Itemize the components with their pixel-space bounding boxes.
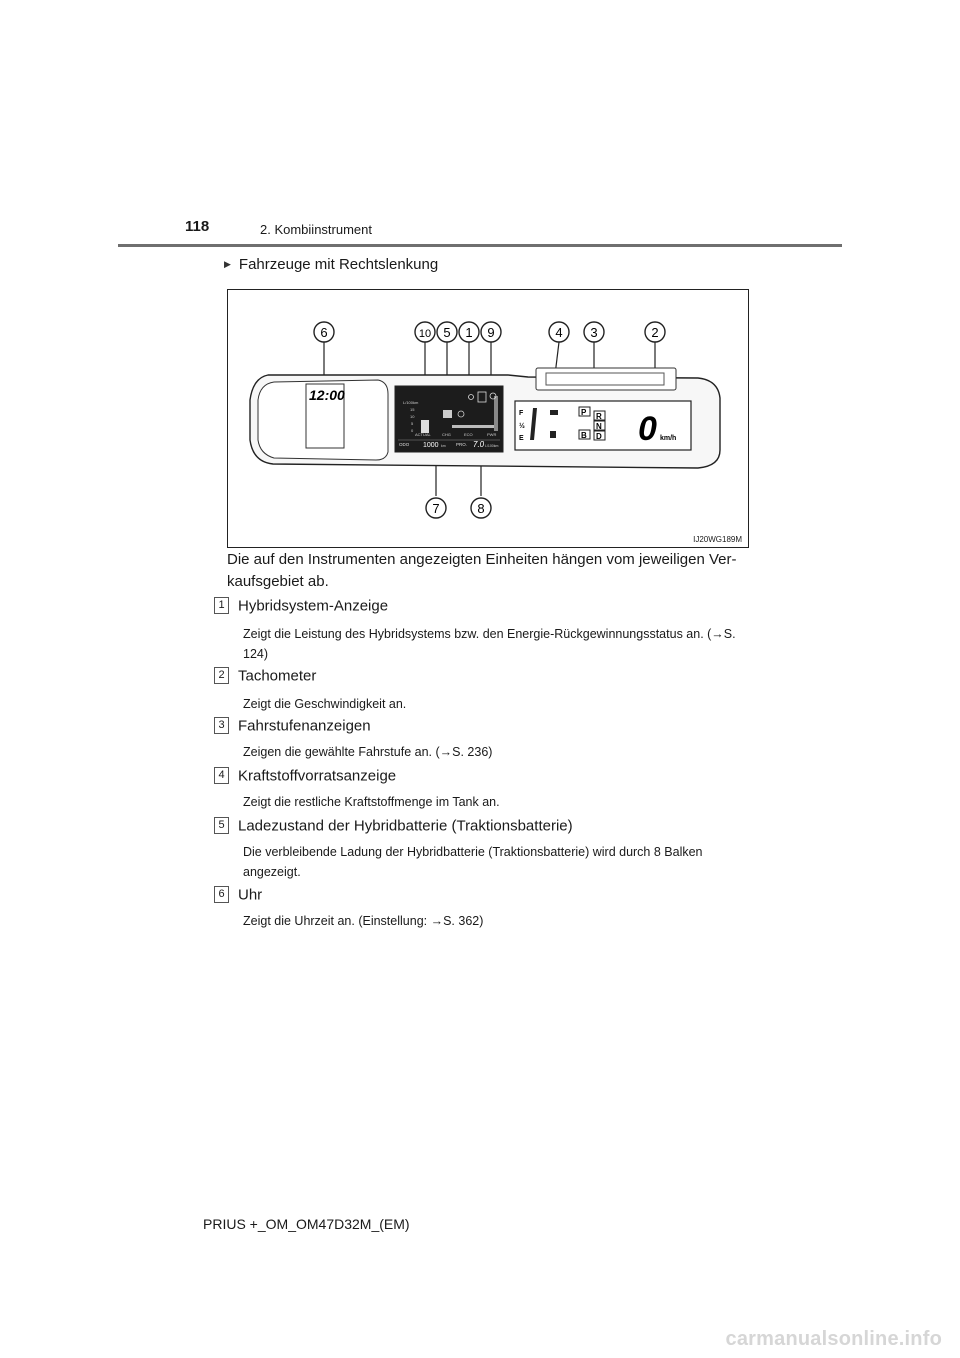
instrument-cluster-figure [227, 289, 749, 548]
list-item [214, 886, 262, 904]
speed-readout: 0 [638, 410, 657, 448]
scale-value: 10 [410, 414, 415, 419]
item-description: Zeigt die restliche Kraftstoffmenge im Tank an. [243, 795, 500, 809]
section-heading-label: Fahrzeuge mit Rechtslenkung [238, 256, 439, 273]
gear-indicator: P [581, 408, 587, 417]
header-divider [118, 244, 842, 247]
item-title: Fahrstufenanzeigen [238, 717, 371, 735]
item-title: Tachometer [238, 667, 317, 685]
footer-doc-code: PRIUS +_OM_OM47D32M_(EM) [203, 1216, 410, 1232]
callout-number: 2 [651, 325, 659, 340]
odo-unit: km [441, 444, 446, 448]
consumption-unit: L/100km [485, 444, 499, 448]
clock-readout: 12:00 [309, 387, 345, 403]
item-number: 4 [214, 767, 229, 784]
meter-mode-label: ACTUAL [415, 432, 431, 437]
callout-number: 1 [465, 325, 473, 340]
watermark: carmanualsonline.info [725, 1328, 942, 1350]
consumption-value: 7.0 [473, 440, 485, 449]
item-description: Zeigt die Geschwindigkeit an. [243, 697, 407, 711]
intro-paragraph: Die auf den Instrumenten angezeigten Einheiten hängen vom jeweiligen Ver-kaufsgebiet ab. [227, 551, 737, 590]
fuel-mark-empty: E [519, 435, 524, 442]
list-item [214, 597, 388, 615]
odo-value: 1000 [423, 442, 439, 449]
chapter-title: 2. Kombiinstrument [260, 222, 372, 237]
meter-mode-label: PWR [487, 432, 497, 437]
section-heading [224, 256, 438, 273]
page-number: 118 [185, 218, 210, 235]
fuel-mark-half: ½ [519, 423, 525, 430]
scale-unit: L/100km [403, 400, 419, 405]
meter-mode-label: ECO [464, 432, 473, 437]
item-title: Uhr [238, 886, 263, 904]
meter-mode-label: CHG [442, 432, 451, 437]
item-title: Ladezustand der Hybridbatterie (Traktionsbatterie) [238, 817, 573, 835]
figure-id: IJ20WG189M [693, 535, 742, 544]
item-description: Die verbleibende Ladung der Hybridbatterie (Traktionsbatterie) wird durch 8 Balken angezeigt. [243, 845, 703, 879]
callout-number: 8 [477, 501, 485, 516]
scale-value: 0 [411, 428, 414, 433]
item-title: Kraftstoffvorratsanzeige [238, 767, 397, 785]
gear-indicator: N [596, 422, 602, 431]
item-description: Zeigt die Leistung des Hybridsystems bzw. den Energie-Rückgewinnungsstatus an. (→S. 124) [243, 627, 736, 661]
item-title: Hybridsystem-Anzeige [238, 597, 389, 615]
callout-number: 10 [418, 328, 432, 340]
callout-number: 9 [487, 325, 495, 340]
fuel-mark-full: F [519, 410, 524, 417]
callout-number: 7 [432, 501, 440, 516]
speed-unit: km/h [660, 435, 677, 442]
scale-value: 15 [410, 407, 415, 412]
item-number: 1 [214, 597, 229, 614]
odo-label: ODO [399, 442, 410, 447]
gear-indicator: R [596, 412, 602, 421]
list-item [214, 767, 396, 785]
item-description: Zeigen die gewählte Fahrstufe an. (→S. 236) [243, 745, 493, 759]
item-number: 3 [214, 717, 229, 734]
item-number: 2 [214, 667, 229, 684]
list-item [214, 817, 573, 835]
item-number: 5 [214, 817, 229, 834]
callout-number: 3 [590, 325, 598, 340]
triangle-bullet-icon: ▶ [224, 259, 231, 269]
callout-number: 6 [320, 325, 328, 340]
item-number: 6 [214, 886, 229, 903]
list-item [214, 667, 316, 685]
callout-number: 4 [555, 325, 563, 340]
item-description: Zeigt die Uhrzeit an. (Einstellung: →S. 362) [243, 914, 484, 928]
gear-indicator: B [581, 431, 587, 440]
scale-value: 5 [411, 421, 414, 426]
callout-number: 5 [443, 325, 451, 340]
pro-label: PRO. [456, 442, 468, 447]
gear-indicator: D [596, 432, 602, 441]
list-item [214, 717, 371, 735]
